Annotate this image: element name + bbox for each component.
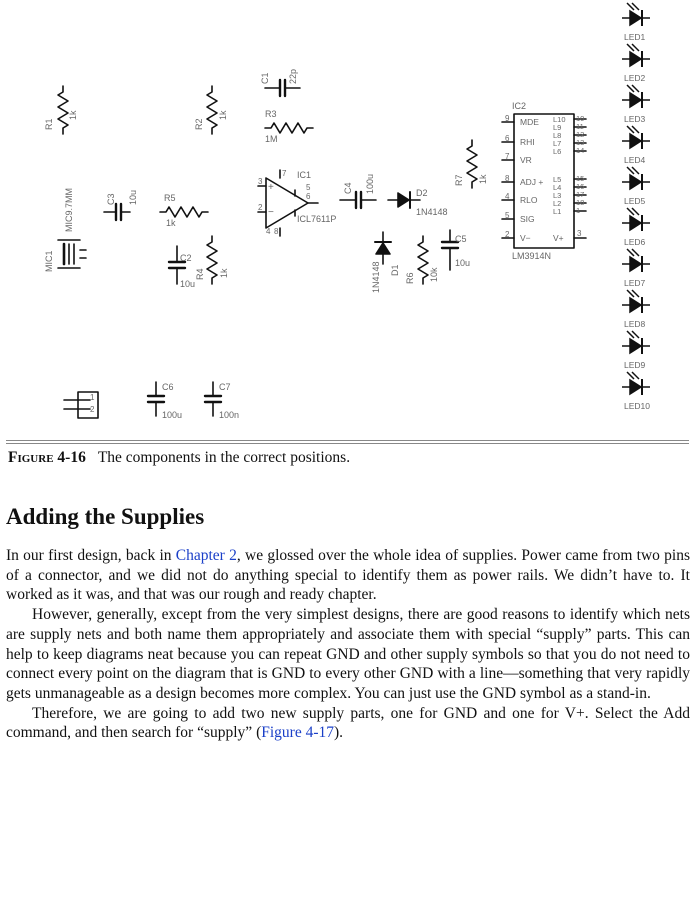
label-r1: R1	[44, 118, 54, 130]
ic2-left-pin-number: 9	[505, 114, 510, 123]
led-label: LED9	[624, 360, 646, 370]
label-d2: D2	[416, 188, 428, 198]
label-r2-val: 1k	[218, 110, 228, 120]
label-op-plus: +	[268, 182, 274, 193]
ic2-vplus-label: V+	[553, 233, 564, 243]
label-c6: C6	[162, 382, 174, 392]
ic2-output-pin-number: 17	[576, 190, 585, 199]
led-7	[622, 249, 650, 272]
c3-symbol	[104, 204, 130, 220]
ic2-left-pin-number: 4	[505, 192, 510, 201]
label-mic1: MIC1	[44, 250, 54, 272]
r2-symbol	[207, 86, 217, 134]
r3-symbol	[265, 123, 313, 133]
d1-symbol	[375, 232, 391, 264]
paragraph-1-text-a: In our first design, back in	[6, 547, 176, 564]
led-3	[622, 85, 650, 108]
r6-symbol	[418, 236, 428, 284]
label-op-pin8: 8	[274, 227, 279, 236]
ic2-output-pin-number: 10	[576, 114, 585, 123]
label-d2-part: 1N4148	[416, 207, 448, 217]
ic2-output-name: L2	[553, 199, 562, 208]
figure-caption	[8, 449, 350, 467]
label-c7: C7	[219, 382, 231, 392]
label-c5: C5	[455, 234, 467, 244]
ic2-left-pin-number: 5	[505, 211, 510, 220]
label-d1: D1	[390, 264, 400, 276]
ic2-left-pin-number: 8	[505, 174, 510, 183]
label-c2-val: 10u	[180, 279, 196, 289]
label-conn-pin1: 1	[90, 393, 95, 402]
led-label: LED10	[624, 401, 650, 411]
label-op-pin5: 5	[306, 183, 311, 192]
label-r1-val: 1k	[68, 110, 78, 120]
label-r5-val: 1k	[166, 218, 176, 228]
figure-4-17-link[interactable]: Figure 4-17	[261, 724, 334, 742]
ic2-output-name: L6	[553, 147, 562, 156]
ic2-left-pin-name: SIG	[520, 214, 535, 224]
ic2-left-pin-name: RHI	[520, 137, 535, 147]
ic2-output-name: L9	[553, 123, 562, 132]
paragraph-3-text-a: Therefore, we are going to add two new supply parts, one for GND and one for V+. Select the Add command, and then search for “supply” (	[6, 704, 690, 742]
figure-caption-label: Figure 4-16	[8, 449, 86, 466]
ic2-left-pin-name: MDE	[520, 117, 539, 127]
body-text	[6, 546, 690, 743]
ic2-left-pin-number: 6	[505, 134, 510, 143]
paragraph-2: However, generally, except from the very simplest designs, there are good reasons to identify which nets are supply nets and both name them appropriately and associate them with special “supply” parts. This can help to keep diagrams neat because you can repeat GND and other supply symbols so that you do not need to connect every point on the diagram that is GND to every other GND with a line—something that very rapidly gets unmanageable as a design becomes more complex. You can just use the GND symbol as a stand-in.	[6, 606, 690, 702]
ic2-output-name: L5	[553, 175, 562, 184]
ic2-output-pin-number: 1	[576, 206, 581, 215]
label-c3: C3	[106, 193, 116, 205]
label-c6-val: 100u	[162, 410, 183, 420]
label-op-minus: −	[268, 207, 274, 218]
led-label: LED4	[624, 155, 646, 165]
led-column	[622, 3, 650, 411]
label-d1-part: 1N4148	[371, 261, 381, 293]
label-op-pin3: 3	[258, 177, 263, 186]
label-r3: R3	[265, 109, 277, 119]
ic2-output-name: L4	[553, 183, 562, 192]
ic2-output-pin-number: 12	[576, 130, 585, 139]
label-op-pin4: 4	[266, 227, 271, 236]
label-r7-val: 1k	[478, 174, 488, 184]
label-conn-pin2: 2	[90, 405, 95, 414]
led-6	[622, 208, 650, 231]
ic2-output-pin-number: 16	[576, 182, 585, 191]
led-label: LED5	[624, 196, 646, 206]
label-ic1-part: ICL7611P	[297, 214, 337, 224]
ic2-vplus-pin-number: 3	[577, 229, 582, 238]
label-ic2-part: LM3914N	[512, 251, 552, 261]
ic2-left-pin-name: RLO	[520, 195, 538, 205]
ic2-pin-labels	[505, 114, 584, 243]
r4-symbol	[207, 236, 217, 284]
label-r6: R6	[405, 272, 415, 284]
ic2-output-name: L8	[553, 131, 562, 140]
led-2	[622, 44, 650, 67]
ic2-output-name: L1	[553, 207, 562, 216]
ic2-output-pin-number: 15	[576, 174, 585, 183]
label-r7: R7	[454, 174, 464, 186]
label-op-pin7: 7	[282, 169, 287, 178]
label-c2: C2	[180, 253, 192, 263]
label-r4-val: 1k	[219, 268, 229, 278]
ic2-output-name: L10	[553, 115, 566, 124]
label-r5: R5	[164, 193, 176, 203]
ic2-left-pin-name: VR	[520, 155, 532, 165]
label-r2: R2	[194, 118, 204, 130]
chapter-2-link[interactable]: Chapter 2	[175, 547, 237, 564]
led-4	[622, 126, 650, 149]
led-label: LED6	[624, 237, 646, 247]
ic2-output-name: L7	[553, 139, 562, 148]
label-r6-val: 10k	[429, 267, 439, 282]
ic2-output-pin-number: 14	[576, 146, 585, 155]
ic2-left-pin-name: ADJ +	[520, 177, 544, 187]
label-c4-val: 100u	[365, 173, 375, 194]
r5-symbol	[160, 207, 208, 217]
led-5	[622, 167, 650, 190]
led-10	[622, 372, 650, 395]
label-c1-val: 22p	[288, 68, 298, 84]
figure-caption-text: The components in the correct positions.	[97, 449, 351, 466]
label-c1: C1	[260, 72, 270, 84]
figure-rule-top	[6, 440, 689, 441]
ic2-output-pin-number: 13	[576, 138, 585, 147]
paragraph-3	[6, 704, 690, 743]
label-r4: R4	[195, 268, 205, 280]
ic2-left-pin-name: V−	[520, 233, 531, 243]
led-label: LED1	[624, 32, 646, 42]
led-8	[622, 290, 650, 313]
r1-symbol	[58, 86, 68, 134]
paragraph-3-text-b: ).	[334, 724, 344, 742]
led-9	[622, 331, 650, 354]
ic2-left-pin-number: 7	[505, 152, 510, 161]
label-ic1: IC1	[297, 170, 312, 180]
label-c3-val: 10u	[128, 189, 138, 205]
led-1	[622, 3, 650, 26]
label-mic-part: MIC9.7MM	[64, 187, 74, 232]
led-label: LED7	[624, 278, 646, 288]
ic2-left-pin-number: 2	[505, 230, 510, 239]
label-ic2: IC2	[512, 101, 527, 111]
r7-symbol	[467, 140, 477, 188]
led-label: LED8	[624, 319, 646, 329]
ic2-output-pin-number: 11	[576, 122, 584, 131]
mic1-symbol	[58, 240, 86, 268]
ic2-output-pin-number: 18	[576, 198, 585, 207]
label-c7-val: 100n	[219, 410, 240, 420]
label-c4: C4	[343, 182, 353, 194]
led-label: LED3	[624, 114, 646, 124]
label-op-pin2: 2	[258, 203, 263, 212]
paragraph-1-text-b: , we glossed over the whole idea of supplies. Power came from two pins of a connector, and we did not do anything special to identify them as power rails. We didn’t have to. It worked as it was, and that was our rough and ready chapter.	[6, 547, 690, 604]
label-c5-val: 10u	[455, 258, 471, 268]
ic2-output-name: L3	[553, 191, 562, 200]
figure-rule-bottom	[6, 443, 689, 444]
led-label: LED2	[624, 73, 646, 83]
paragraph-1	[6, 546, 690, 605]
label-op-pin6: 6	[306, 192, 311, 201]
schematic-figure	[0, 0, 695, 440]
label-r3-val: 1M	[265, 134, 278, 144]
section-heading: Adding the Supplies	[6, 504, 205, 529]
